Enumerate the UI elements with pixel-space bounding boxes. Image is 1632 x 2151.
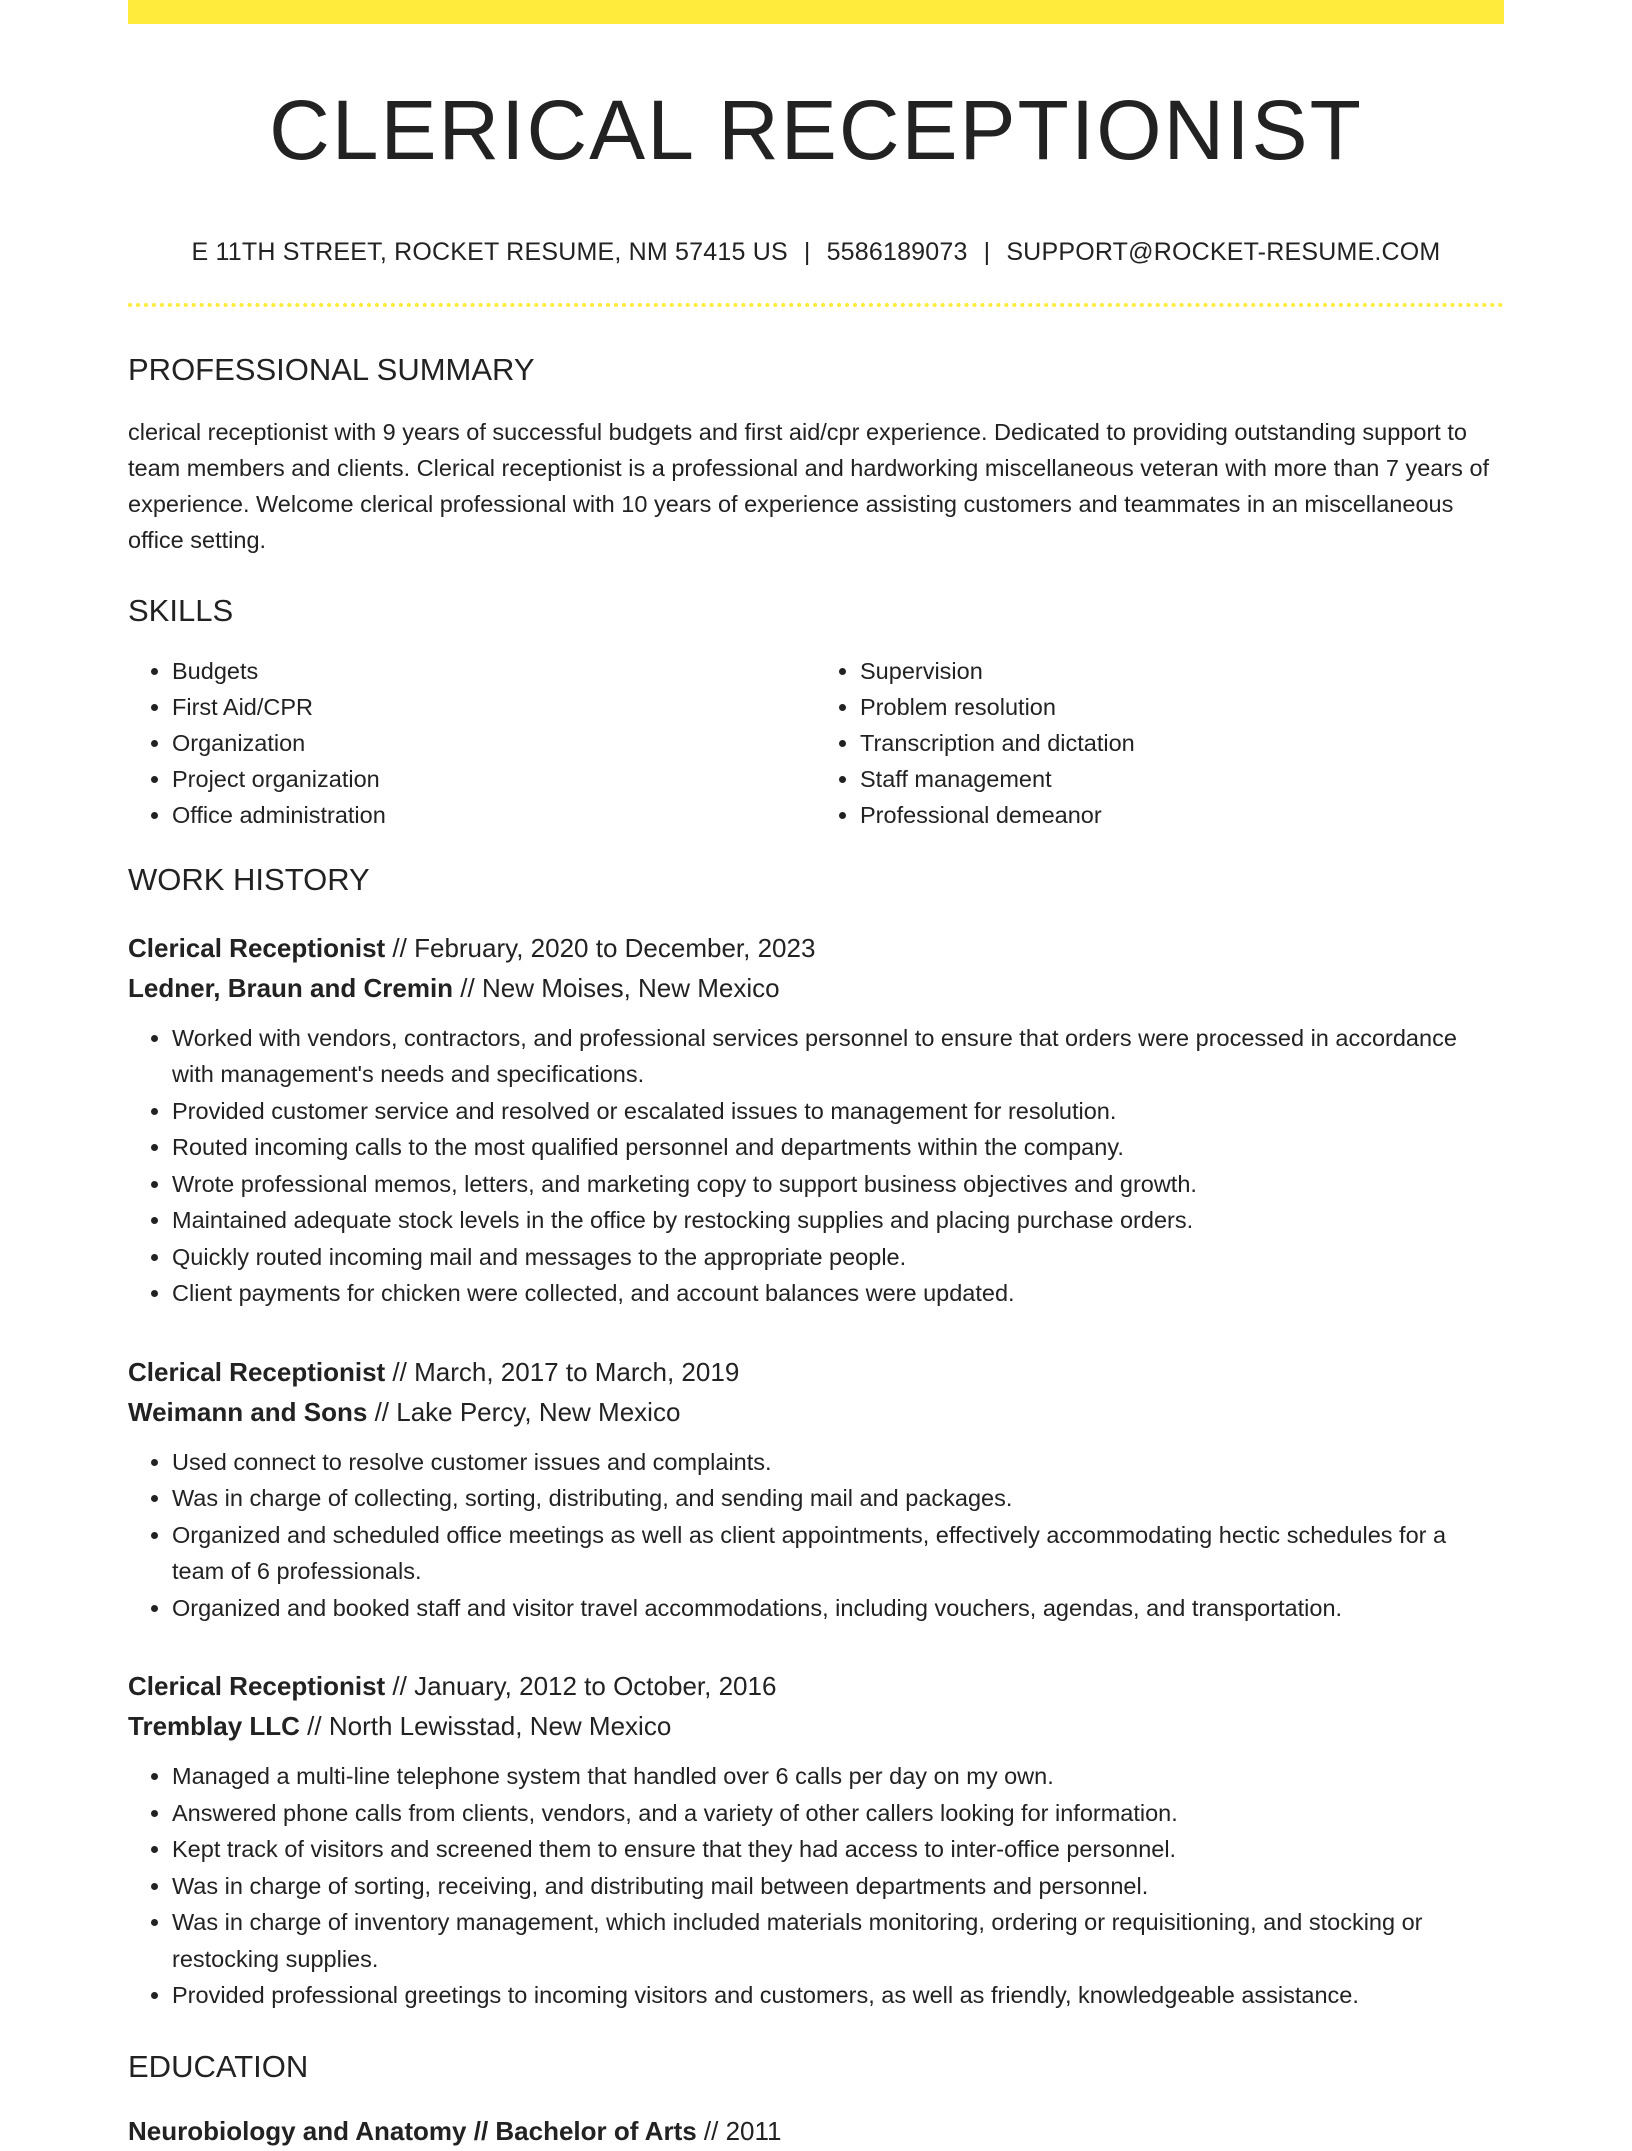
job-bullet: • Quickly routed incoming mail and messages to the appropriate people. <box>172 1239 1504 1276</box>
summary-heading: PROFESSIONAL SUMMARY <box>128 352 535 388</box>
job-bullet: • Answered phone calls from clients, vendors, and a variety of other callers looking for information. <box>172 1795 1504 1832</box>
job-bullet: • Provided customer service and resolved or escalated issues to management for resolution. <box>172 1093 1504 1130</box>
contact-separator: | <box>983 238 991 267</box>
summary-text: clerical receptionist with 9 years of successful budgets and first aid/cpr experience. Dedicated to providing outstanding support to team members and clients. Clerical receptionist is a professional and hardworking miscellaneous veteran with more than 7 years of experience. Welcome clerical professional with 10 years of experience assisting customers and teammates in an miscellaneous office setting. <box>128 418 1490 553</box>
job-bullet: • Was in charge of inventory management, which included materials monitoring, ordering or requisitioning, and stocking or restocking supplies. <box>172 1904 1504 1977</box>
job-company: Tremblay LLC <box>128 1711 300 1742</box>
work-history-heading: WORK HISTORY <box>128 861 370 897</box>
job-bullet: • Organized and scheduled office meetings as well as client appointments, effectively accommodating hectic schedules for a team of 6 professionals. <box>172 1517 1504 1590</box>
job-bullet: • Used connect to resolve customer issues and complaints. <box>172 1444 1504 1481</box>
job-bullet: • Client payments for chicken were collected, and account balances were updated. <box>172 1275 1504 1312</box>
contact-separator: | <box>803 238 811 267</box>
skill-item: • Transcription and dictation <box>860 725 1504 761</box>
skill-item: • First Aid/CPR <box>172 689 816 725</box>
job-bullet: • Kept track of visitors and screened them to ensure that they had access to inter-office personnel. <box>172 1831 1504 1868</box>
job-entry <box>128 928 1504 1312</box>
dotted-divider <box>128 303 1504 307</box>
job-bullets <box>128 1020 1504 1312</box>
job-title-line <box>128 1352 1504 1392</box>
job-bullet: • Wrote professional memos, letters, and marketing copy to support business objectives and growth. <box>172 1166 1504 1203</box>
skill-item: • Organization <box>172 725 816 761</box>
education-year: // 2011 <box>696 2116 782 2147</box>
job-entry <box>128 1666 1504 2014</box>
job-bullet: • Was in charge of collecting, sorting, distributing, and sending mail and packages. <box>172 1480 1504 1517</box>
job-location: // New Moises, New Mexico <box>453 972 780 1003</box>
skill-item: • Professional demeanor <box>860 797 1504 833</box>
job-title-line <box>128 928 1504 968</box>
job-bullet: • Organized and booked staff and visitor travel accommodations, including vouchers, agendas, and transportation. <box>172 1590 1504 1627</box>
job-dates: // March, 2017 to March, 2019 <box>385 1356 740 1387</box>
skill-item: • Budgets <box>172 653 816 689</box>
job-title: Clerical Receptionist <box>128 1356 386 1387</box>
job-bullets <box>128 1444 1504 1627</box>
job-company-line <box>128 1392 1504 1432</box>
skill-item: • Staff management <box>860 761 1504 797</box>
job-title: Clerical Receptionist <box>128 1671 386 1702</box>
resume-page <box>128 0 1504 2151</box>
contact-address: E 11TH STREET, ROCKET RESUME, NM 57415 US <box>191 238 788 267</box>
accent-top-bar <box>128 0 1504 24</box>
job-title: Clerical Receptionist <box>128 932 386 963</box>
resume-name: CLERICAL RECEPTIONIST <box>269 83 1363 177</box>
job-bullet: • Maintained adequate stock levels in the office by restocking supplies and placing purchase orders. <box>172 1202 1504 1239</box>
job-title-line <box>128 1666 1504 1706</box>
skills-column-right <box>816 653 1504 833</box>
skill-item: • Office administration <box>172 797 816 833</box>
job-entry <box>128 1352 1504 1627</box>
job-bullets <box>128 1758 1504 2014</box>
job-company: Ledner, Braun and Cremin <box>128 972 454 1003</box>
job-location: // North Lewisstad, New Mexico <box>299 1711 672 1742</box>
job-bullet: • Managed a multi-line telephone system that handled over 6 calls per day on my own. <box>172 1758 1504 1795</box>
skills-heading: SKILLS <box>128 592 234 628</box>
job-location: // Lake Percy, New Mexico <box>367 1396 681 1427</box>
job-company-line <box>128 968 1504 1008</box>
job-company-line <box>128 1706 1504 1746</box>
contact-phone: 5586189073 <box>826 238 968 267</box>
education-heading: EDUCATION <box>128 2048 309 2084</box>
skills-list <box>128 653 1504 833</box>
job-dates: // February, 2020 to December, 2023 <box>385 932 816 963</box>
skill-item: • Project organization <box>172 761 816 797</box>
contact-line <box>128 238 1504 267</box>
contact-email: SUPPORT@ROCKET-RESUME.COM <box>1006 238 1441 267</box>
job-bullet: • Was in charge of sorting, receiving, and distributing mail between departments and personnel. <box>172 1868 1504 1905</box>
education-entry <box>128 2111 1504 2151</box>
job-bullet: • Routed incoming calls to the most qualified personnel and departments within the company. <box>172 1129 1504 1166</box>
job-company: Weimann and Sons <box>128 1396 368 1427</box>
skill-item: • Problem resolution <box>860 689 1504 725</box>
job-dates: // January, 2012 to October, 2016 <box>385 1671 777 1702</box>
education-degree: Neurobiology and Anatomy // Bachelor of Arts <box>128 2116 697 2147</box>
job-bullet: • Provided professional greetings to incoming visitors and customers, as well as friendly, knowledgeable assistance. <box>172 1977 1504 2014</box>
job-bullet: • Worked with vendors, contractors, and professional services personnel to ensure that orders were processed in accordance with management's needs and specifications. <box>172 1020 1504 1093</box>
skills-column-left <box>128 653 816 833</box>
skill-item: • Supervision <box>860 653 1504 689</box>
